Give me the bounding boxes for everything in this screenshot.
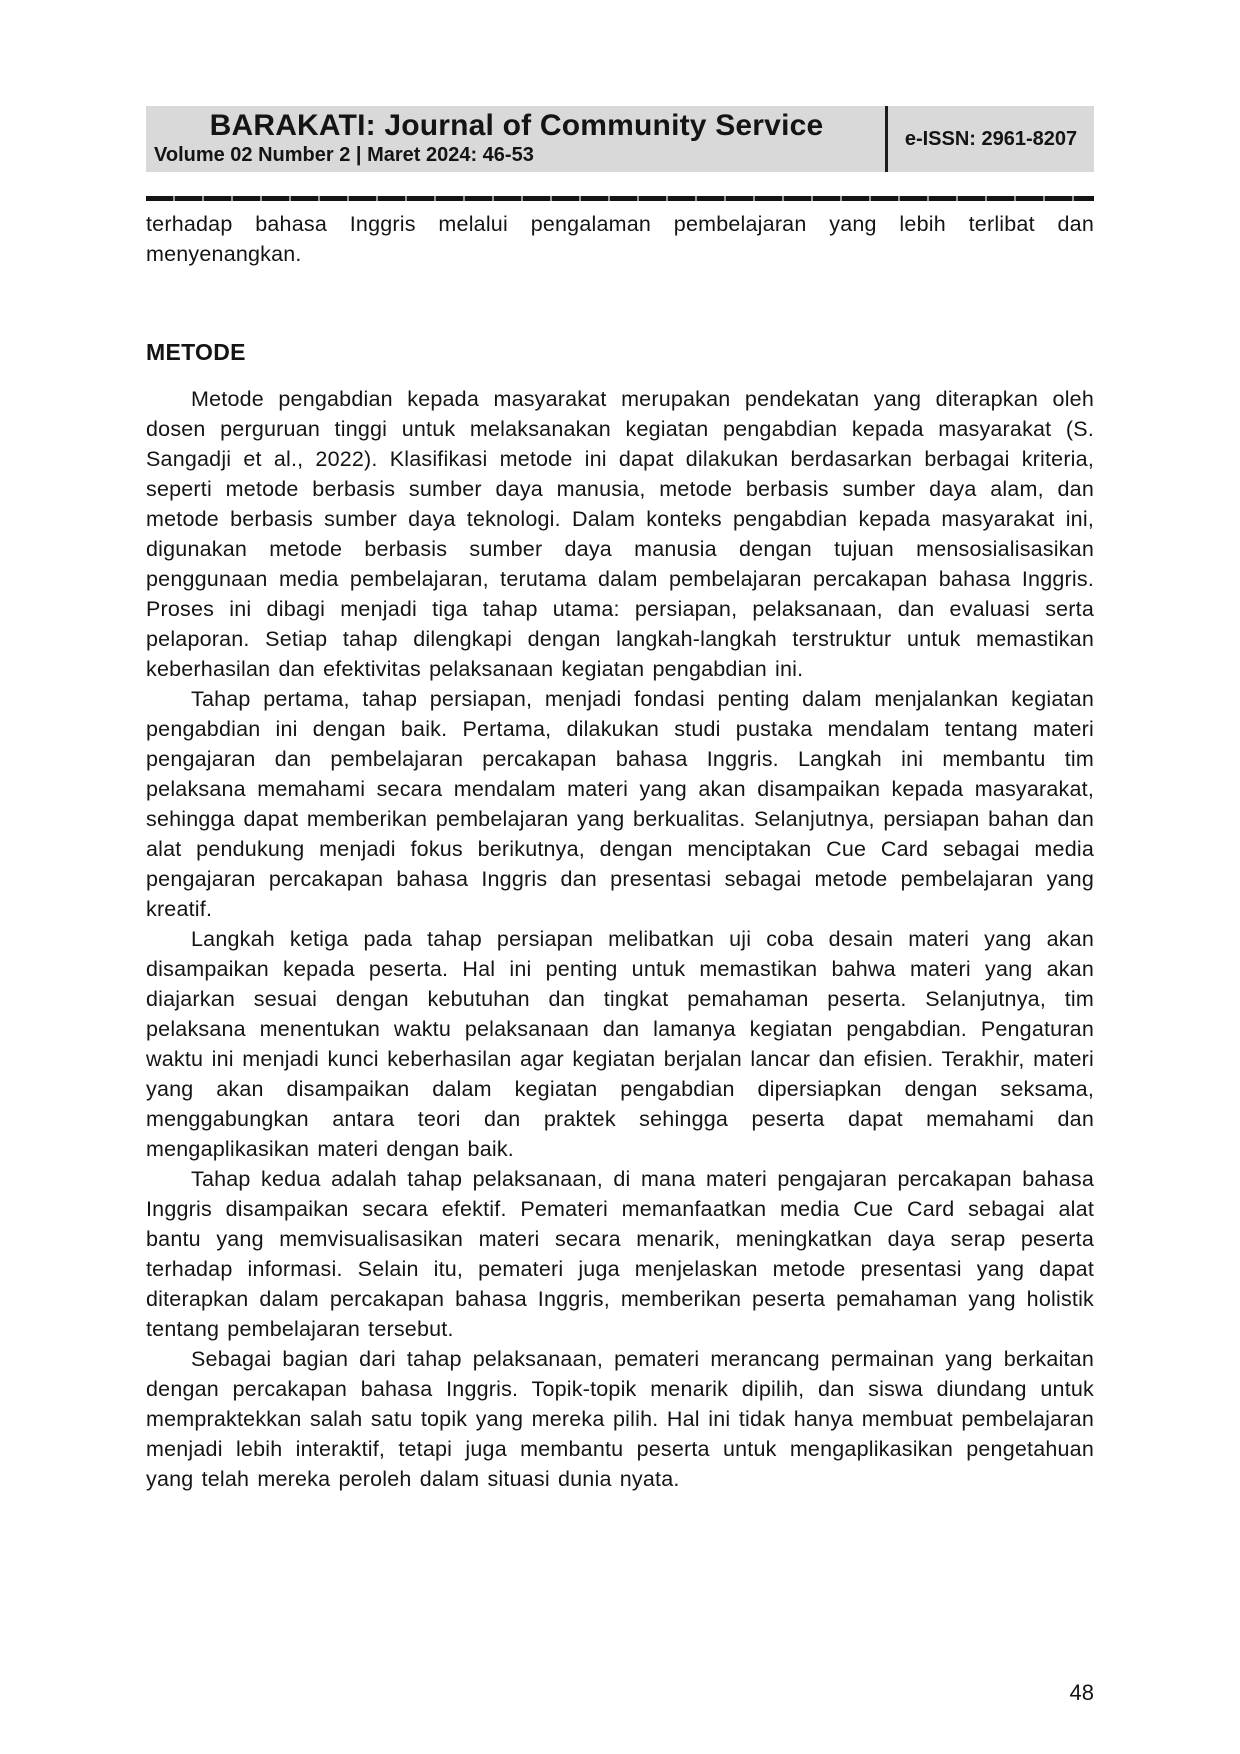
continuation-paragraph: terhadap bahasa Inggris melalui pengalaman pembelajaran yang lebih terlibat dan menyenangkan. [146,212,1094,266]
method-paragraph-5: Sebagai bagian dari tahap pelaksanaan, pemateri merancang permainan yang berkaitan dengan percakapan bahasa Inggris. Topik-topik menarik dipilih, dan siswa diundang untuk mempraktekkan salah satu topik yang mereka pilih. Hal ini tidak hanya membuat pembelajaran menjadi lebih interaktif, tetapi juga membantu peserta untuk mengaplikasikan pengetahuan yang telah mereka peroleh dalam situasi dunia nyata. [146,1347,1094,1491]
page-content-area [146,0,1094,1494]
page-number: 48 [1069,1680,1094,1705]
header-dashed-rule [146,196,1094,201]
journal-header-left [146,106,885,172]
journal-volume-info: Volume 02 Number 2 | Maret 2024: 46-53 [154,144,534,166]
journal-header-right [888,106,1094,172]
journal-eissn: e-ISSN: 2961-8207 [904,127,1078,150]
method-paragraph-2: Tahap pertama, tahap persiapan, menjadi fondasi penting dalam menjalankan kegiatan pengabdian ini dengan baik. Pertama, dilakukan studi pustaka mendalam tentang materi pengajaran dan pembelajaran percakapan bahasa Inggris. Langkah ini membantu tim pelaksana memahami secara mendalam materi yang akan disampaikan kepada masyarakat, sehingga dapat memberikan pembelajaran yang berkualitas. Selanjutnya, persiapan bahan dan alat pendukung menjadi fokus berikutnya, dengan menciptakan Cue Card sebagai media pengajaran percakapan bahasa Inggris dan presentasi sebagai metode pembelajaran yang kreatif. [146,687,1094,921]
method-paragraph-4: Tahap kedua adalah tahap pelaksanaan, di mana materi pengajaran percakapan bahasa Inggris disampaikan secara efektif. Pemateri memanfaatkan media Cue Card sebagai alat bantu yang memvisualisasikan materi secara menarik, meningkatkan daya serap peserta terhadap informasi. Selain itu, pemateri juga menjelaskan metode presentasi yang dapat diterapkan dalam percakapan bahasa Inggris, memberikan peserta pemahaman yang holistik tentang pembelajaran tersebut. [146,1167,1094,1341]
method-paragraph-3: Langkah ketiga pada tahap persiapan melibatkan uji coba desain materi yang akan disampaikan kepada peserta. Hal ini penting untuk memastikan bahwa materi yang akan diajarkan sesuai dengan kebutuhan dan tingkat pemahaman peserta. Selanjutnya, tim pelaksana menentukan waktu pelaksanaan dan lamanya kegiatan pengabdian. Pengaturan waktu ini menjadi kunci keberhasilan agar kegiatan berjalan lancar dan efisien. Terakhir, materi yang akan disampaikan dalam kegiatan pengabdian dipersiapkan dengan seksama, menggabungkan antara teori dan praktek sehingga peserta dapat memahami dan mengaplikasikan materi dengan baik. [146,927,1094,1161]
section-heading-metode: METODE [146,339,246,365]
article-body [146,209,1094,1494]
journal-header-banner [146,106,1094,172]
method-paragraph-1: Metode pengabdian kepada masyarakat merupakan pendekatan yang diterapkan oleh dosen perguruan tinggi untuk melaksanakan kegiatan pengabdian kepada masyarakat (S. Sangadji et al., 2022). Klasifikasi metode ini dapat dilakukan berdasarkan berbagai kriteria, seperti metode berbasis sumber daya manusia, metode berbasis sumber daya alam, dan metode berbasis sumber daya teknologi. Dalam konteks pengabdian kepada masyarakat ini, digunakan metode berbasis sumber daya manusia dengan tujuan mensosialisasikan penggunaan media pembelajaran, terutama dalam pembelajaran percakapan bahasa Inggris. Proses ini dibagi menjadi tiga tahap utama: persiapan, pelaksanaan, dan evaluasi serta pelaporan. Setiap tahap dilengkapi dengan langkah-langkah terstruktur untuk memastikan keberhasilan dan efektivitas pelaksanaan kegiatan pengabdian ini. [146,387,1094,681]
journal-title: BARAKATI: Journal of Community Service [209,109,824,142]
